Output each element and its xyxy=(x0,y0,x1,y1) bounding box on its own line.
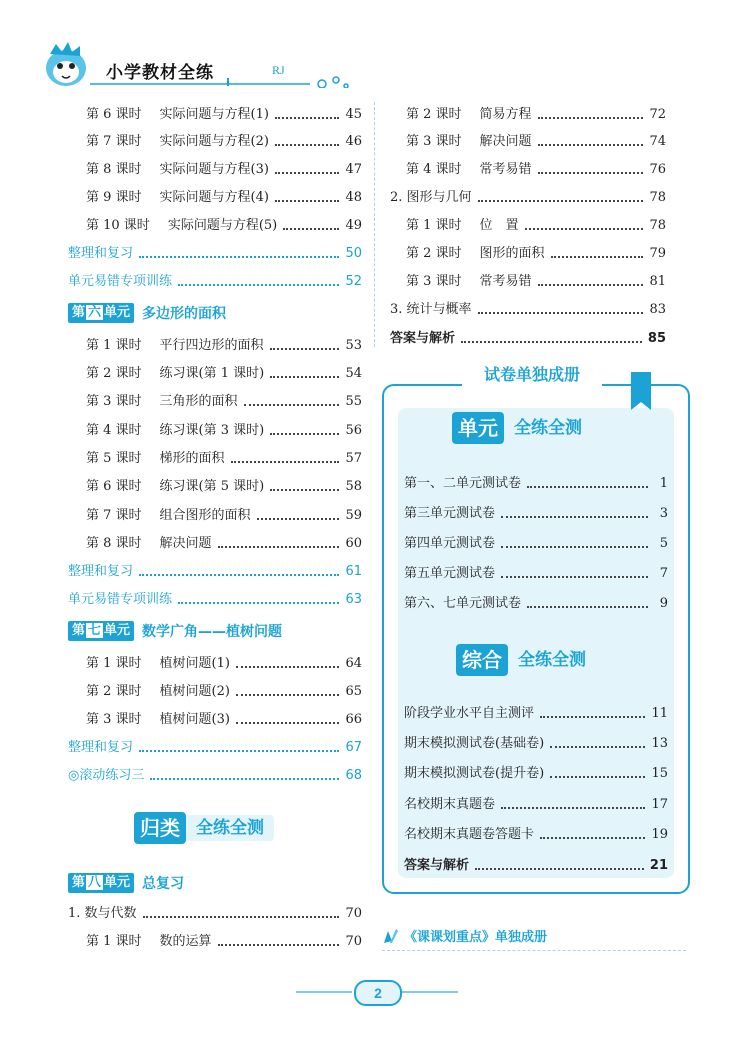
test-row[interactable]: 第五单元测试卷 7 xyxy=(404,566,668,581)
test-row[interactable]: 第三单元测试卷 3 xyxy=(404,506,668,521)
unit-7-heading xyxy=(68,620,282,642)
rolling-practice-row[interactable]: ◎滚动练习三 68 xyxy=(68,768,362,783)
page-number: 2 xyxy=(354,980,402,1006)
edition-label: RJ xyxy=(272,63,285,77)
toc-row[interactable]: 第 9 课时 实际问题与方程(4) 48 xyxy=(86,190,362,205)
unit-8-heading xyxy=(68,872,184,894)
answers-row[interactable]: 答案与解析 85 xyxy=(390,331,666,346)
brand-title: 小学教材全练 xyxy=(106,63,214,83)
toc-row[interactable]: 第 3 课时 三角形的面积 55 xyxy=(86,394,362,409)
toc-row[interactable]: 第 8 课时 实际问题与方程(3) 47 xyxy=(86,162,362,177)
toc-row[interactable]: 3. 统计与概率 83 xyxy=(390,302,666,317)
toc-row[interactable]: 第 7 课时 组合图形的面积 59 xyxy=(86,508,362,523)
toc-row[interactable]: 第 6 课时 实际问题与方程(1) 45 xyxy=(86,107,362,122)
toc-row[interactable]: 2. 图形与几何 78 xyxy=(390,190,666,205)
toc-row[interactable]: 第 1 课时 植树问题(1) 64 xyxy=(86,656,362,671)
toc-row[interactable]: 第 3 课时 常考易错 81 xyxy=(406,274,666,289)
test-row[interactable]: 第四单元测试卷 5 xyxy=(404,536,668,551)
toc-row[interactable]: 第 1 课时 数的运算 70 xyxy=(86,934,362,949)
review-row[interactable]: 整理和复习 61 xyxy=(68,564,362,579)
toc-row[interactable]: 第 7 课时 实际问题与方程(2) 46 xyxy=(86,134,362,149)
footnote-divider xyxy=(382,950,686,951)
unit-badge: 第 八 单元 xyxy=(68,873,134,893)
toc-row[interactable]: 第 6 课时 练习课(第 5 课时) 58 xyxy=(86,479,362,494)
review-row[interactable]: 整理和复习 67 xyxy=(68,740,362,755)
toc-row[interactable]: 第 3 课时 解决问题 74 xyxy=(406,134,666,149)
toc-row[interactable]: 第 5 课时 梯形的面积 57 xyxy=(86,451,362,466)
unit-badge: 第 六 单元 xyxy=(68,303,134,323)
separate-booklet-note: 《课课划重点》单独成册 xyxy=(382,926,547,945)
test-row[interactable]: 阶段学业水平自主测评 11 xyxy=(404,706,668,721)
page-number-line-right xyxy=(402,991,458,993)
test-row[interactable]: 第六、七单元测试卷 9 xyxy=(404,596,668,611)
special-training-row[interactable]: 单元易错专项训练 52 xyxy=(68,274,362,289)
pen-icon xyxy=(382,927,400,945)
unit-title: 总复习 xyxy=(142,876,185,892)
toc-row[interactable]: 第 2 课时 植树问题(2) 65 xyxy=(86,684,362,699)
unit-badge: 第 七 单元 xyxy=(68,621,134,641)
toc-row[interactable]: 第 2 课时 简易方程 72 xyxy=(406,107,666,122)
toc-row[interactable]: 第 4 课时 常考易错 76 xyxy=(406,162,666,177)
guilei-section-heading: 归类 全练全测 xyxy=(134,812,274,844)
test-row[interactable]: 第一、二单元测试卷 1 xyxy=(404,476,668,491)
bookmark-icon xyxy=(631,372,651,402)
toc-row[interactable]: 第 4 课时 练习课(第 3 课时) 56 xyxy=(86,423,362,438)
unit-tests-heading: 单元 全练全测 xyxy=(452,412,592,444)
page-header xyxy=(0,0,750,100)
test-row[interactable]: 名校期末真题卷答题卡 19 xyxy=(404,827,668,842)
toc-row[interactable]: 第 3 课时 植树问题(3) 66 xyxy=(86,712,362,727)
panel-title: 试卷单独成册 xyxy=(462,360,602,390)
toc-row[interactable]: 第 8 课时 解决问题 60 xyxy=(86,536,362,551)
answers-row[interactable]: 答案与解析 21 xyxy=(404,858,668,873)
unit-title: 多边形的面积 xyxy=(142,306,227,322)
unit-6-heading xyxy=(68,302,226,324)
toc-row[interactable]: 1. 数与代数 70 xyxy=(68,906,362,921)
page-number-line-left xyxy=(296,991,352,993)
toc-row[interactable]: 第 2 课时 图形的面积 79 xyxy=(406,246,666,261)
review-row[interactable]: 整理和复习 50 xyxy=(68,246,362,261)
toc-row[interactable]: 第 1 课时 位 置 78 xyxy=(406,218,666,233)
test-row[interactable]: 名校期末真题卷 17 xyxy=(404,797,668,812)
toc-row[interactable]: 第 1 课时 平行四边形的面积 53 xyxy=(86,338,362,353)
special-training-row[interactable]: 单元易错专项训练 63 xyxy=(68,592,362,607)
test-papers-panel xyxy=(382,384,690,894)
column-divider xyxy=(374,102,375,347)
test-row[interactable]: 期末模拟测试卷(提升卷) 15 xyxy=(404,766,668,781)
unit-title: 数学广角——植树问题 xyxy=(142,624,283,640)
test-row[interactable]: 期末模拟测试卷(基础卷) 13 xyxy=(404,736,668,751)
toc-row[interactable]: 第 10 课时 实际问题与方程(5) 49 xyxy=(86,218,362,233)
toc-row[interactable]: 第 2 课时 练习课(第 1 课时) 54 xyxy=(86,366,362,381)
comprehensive-tests-heading: 综合 全练全测 xyxy=(456,644,596,676)
